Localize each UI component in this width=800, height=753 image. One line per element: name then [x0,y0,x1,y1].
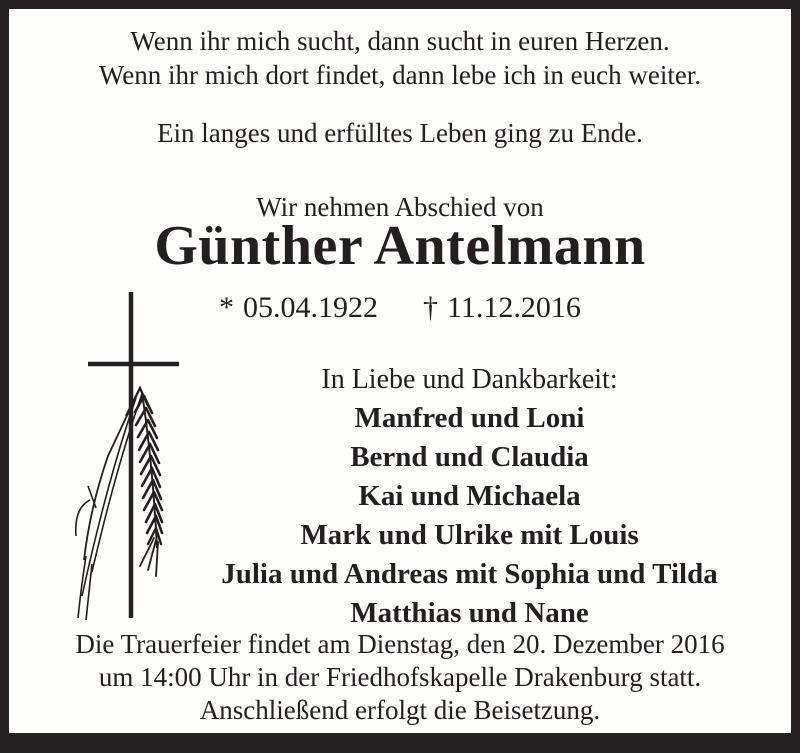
death-date [423,291,581,325]
farewell-line: Wir nehmen Abschied von [256,192,544,222]
funeral-info-line: Die Trauerfeier findet am Dienstag, den 20. Dezember 2016 [75,629,725,659]
death-date-value: 11.12.2016 [447,291,581,324]
mourner-line: Kai und Michaela [358,480,581,512]
mourner-line: Manfred und Loni [354,402,585,434]
mourner-line: Matthias und Nane [350,597,589,629]
mourners-block [148,360,791,633]
dagger-icon: † [423,291,439,324]
life-sentence: Ein langes und erfülltes Leben ging zu Ende. [157,118,643,148]
birth-date [219,291,378,325]
born-star-icon: * [219,291,235,324]
funeral-info-block [9,628,791,727]
funeral-info-line: um 14:00 Uhr in der Friedhofskapelle Drakenburg statt. [98,662,702,692]
funeral-info-line: Anschließend erfolgt die Beisetzung. [199,695,601,725]
verse-line-2: Wenn ihr mich dort findet, dann lebe ich in euch weiter. [98,60,702,90]
deceased-name: Günther Antelmann [154,215,646,277]
mourner-line: Mark und Ulrike mit Louis [300,519,639,551]
dedication-line: In Liebe und Dankbarkeit: [321,364,618,395]
verse-line-1: Wenn ihr mich sucht, dann sucht in euren Herzen. [130,26,670,56]
mourner-line: Bernd und Claudia [350,441,589,473]
birth-date-value: 05.04.1922 [243,291,379,324]
mourner-line: Julia und Andreas mit Sophia und Tilda [221,558,718,590]
